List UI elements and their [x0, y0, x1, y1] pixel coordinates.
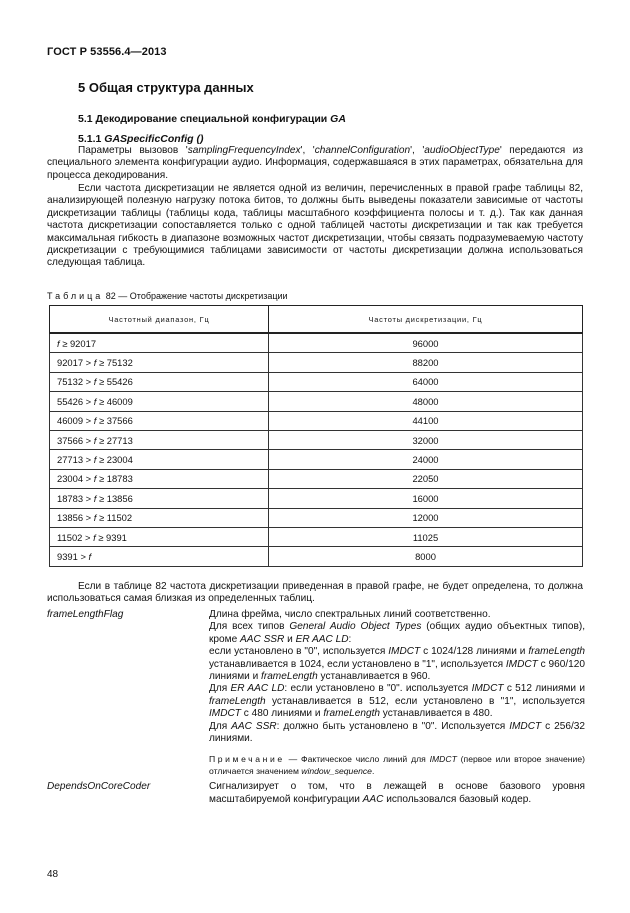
text-span: AAC SSR: [231, 720, 277, 732]
text-span: Для всех типов: [209, 621, 290, 633]
text-span: frameLength: [528, 646, 585, 658]
page-number: 48: [47, 869, 59, 880]
text-span: если установлено в "0", используется: [209, 646, 389, 658]
text-span: IMDCT: [209, 708, 241, 720]
text-span: и: [284, 633, 296, 645]
range-cell: 13856 > f ≥ 11502: [50, 508, 269, 527]
text-span: устанавливается в 960.: [317, 671, 431, 683]
text-span: : должно быть установлено в "0". Используется: [276, 720, 510, 732]
table-row: [50, 508, 583, 527]
text-span: IMDCT: [388, 646, 421, 658]
text-span: устанавливается в 512, если установлено в "1", используется: [265, 695, 585, 707]
note-label: Примечание: [209, 754, 285, 765]
table-row: [50, 547, 583, 566]
definition-line: [209, 781, 585, 806]
text-span: с 480 линиями и: [240, 708, 324, 720]
text-span: window_sequence: [301, 766, 372, 777]
range-cell: 23004 > f ≥ 18783: [50, 469, 269, 488]
frequency-mapping-table: [49, 305, 583, 567]
text-span: с 960/120 линиями и: [209, 658, 585, 683]
definition-term: DependsOnCoreCoder: [47, 781, 151, 793]
text-span: Сигнализирует о том, что в лежащей в основе базового уровня масштабируемой конфигурации: [209, 781, 585, 805]
text-span: AAC SSR: [240, 633, 285, 645]
definition-line: [209, 621, 585, 646]
range-cell: 27713 > f ≥ 23004: [50, 450, 269, 469]
text-span: (первое или второе значение) отличается значением: [209, 754, 585, 777]
text-span: с 1024/128 линиями и: [420, 646, 529, 658]
table-row: [50, 372, 583, 391]
range-cell: 11502 > f ≥ 9391: [50, 527, 269, 546]
table-caption-rest: 82 — Отображение частоты дискретизации: [103, 291, 288, 301]
frequency-cell: 96000: [269, 333, 583, 353]
text-span: ', ': [300, 145, 315, 156]
paragraph-sampling-frequency: Если частота дискретизации не является одной из величин, перечисленных в правой графе таблицы 82, анализирующей полезную нагрузку потока битов, то должны быть выведены показатели зависимые от частоты дискретизации таблицы (таблицы кода, таблицы масштабного коэффициента полосы и т. д.). Так как данная частота дискретизации сопоставляется только с одной таблицей частоты дискретизации и так как требуется максимальная гибкость в диапазоне возможных частот дискретизации, чтобы связать подразумеваемую частоту дискретизации с требующимися таблицами зависимости от частоты дискретизации должна использоваться следующая таблица.: [47, 183, 583, 269]
subsection-title: [78, 113, 346, 125]
subsubsection-num: 5.1.1: [78, 133, 105, 145]
range-cell: 75132 > f ≥ 55426: [50, 372, 269, 391]
range-cell: 18783 > f ≥ 13856: [50, 489, 269, 508]
definition-description: [209, 609, 585, 777]
text-span: (общих аудио объектных типов), кроме: [209, 621, 585, 645]
definition-description: [209, 781, 585, 806]
text-span: ', ': [410, 145, 425, 156]
frequency-cell: 12000: [269, 508, 583, 527]
definition-depends-on-core-coder: [47, 781, 585, 806]
text-span: frameLength: [209, 695, 266, 707]
note: [209, 753, 585, 777]
range-cell: 92017 > f ≥ 75132: [50, 353, 269, 372]
text-span: AAC: [362, 793, 384, 805]
frequency-cell: 16000: [269, 489, 583, 508]
range-cell: 9391 > f: [50, 547, 269, 566]
text-span: использовался базовый кодер.: [383, 793, 532, 805]
table-row: [50, 392, 583, 411]
definition-line: [209, 721, 585, 746]
table-header-row: [50, 306, 583, 334]
text-span: ER AAC LD: [295, 633, 349, 645]
table-row: [50, 527, 583, 546]
header-frequency-range: Частотный диапазон, Гц: [50, 306, 269, 334]
text-span: Параметры вызовов ': [78, 145, 188, 156]
table-row: [50, 411, 583, 430]
header-sampling-frequency: Частоты дискретизации, Гц: [269, 306, 583, 334]
subsubsection-title: [78, 133, 203, 145]
table-row: [50, 469, 583, 488]
range-cell: f ≥ 92017: [50, 333, 269, 353]
subsection-title-text: 5.1 Декодирование специальной конфигурации: [78, 113, 331, 125]
text-span: ' передаются из специального элемента конфигурации аудио. Информация, содержавшаяся в этих параметрах, обязательна для процесса декодирования.: [47, 145, 584, 181]
subsection-title-ga: GA: [330, 113, 346, 125]
text-span: General Audio Object Types: [289, 621, 422, 633]
table-row: [50, 353, 583, 372]
paragraph-parameters: [47, 145, 583, 182]
text-span: IMDCT: [429, 754, 457, 765]
text-span: с 512 линиями и: [503, 683, 585, 695]
frequency-cell: 32000: [269, 430, 583, 449]
text-span: Для: [209, 720, 232, 732]
definition-frame-length-flag: [47, 609, 585, 777]
definitions-list: [47, 609, 585, 810]
standard-header: ГОСТ Р 53556.4—2013: [47, 46, 167, 58]
frequency-cell: 64000: [269, 372, 583, 391]
text-span: с 256/32 линиями.: [209, 720, 585, 745]
text-span: ER AAC LD: [230, 683, 285, 695]
definition-line: Длина фрейма, число спектральных линий соответственно.: [209, 609, 491, 620]
text-span: : если установлено в "0". используется: [284, 683, 472, 695]
range-cell: 55426 > f ≥ 46009: [50, 392, 269, 411]
section-title: 5 Общая структура данных: [78, 80, 254, 95]
text-span: устанавливается в 1024, если установлено в "1", используется: [209, 658, 506, 670]
table-caption-word: Таблица: [47, 291, 104, 301]
text-span: — Фактическое число линий для: [284, 754, 430, 765]
text-span: :: [348, 633, 352, 645]
frequency-cell: 22050: [269, 469, 583, 488]
table-row: [50, 430, 583, 449]
frequency-cell: 11025: [269, 527, 583, 546]
text-span: IMDCT: [509, 720, 542, 732]
text-span: IMDCT: [505, 658, 538, 670]
text-span: Для: [209, 683, 231, 695]
frequency-cell: 8000: [269, 547, 583, 566]
text-span: frameLength: [323, 708, 380, 720]
text-span: .: [371, 766, 375, 777]
text-span: устанавливается в 480.: [380, 708, 493, 720]
param-channel-configuration: channelConfiguration: [314, 145, 411, 156]
definition-line: [209, 646, 585, 683]
frequency-cell: 88200: [269, 353, 583, 372]
definition-term: frameLengthFlag: [47, 609, 124, 620]
frequency-cell: 44100: [269, 411, 583, 430]
table-row: [50, 333, 583, 353]
range-cell: 37566 > f ≥ 27713: [50, 430, 269, 449]
param-audio-object-type: audioObjectType: [424, 145, 500, 156]
text-span: IMDCT: [471, 683, 504, 695]
text-span: frameLength: [261, 671, 318, 683]
table-caption: [47, 291, 288, 301]
paragraph-closest-table: Если в таблице 82 частота дискретизации приведенная в правой графе, не будет определена, то должна использоваться самая близкая из определенных таблиц.: [47, 581, 583, 605]
subsubsection-name: GASpecificConfig (): [104, 133, 204, 145]
table-row: [50, 489, 583, 508]
param-sampling-frequency-index: samplingFrequencyIndex: [187, 145, 301, 156]
frequency-cell: 48000: [269, 392, 583, 411]
definition-line: [209, 683, 585, 720]
table-row: [50, 450, 583, 469]
range-cell: 46009 > f ≥ 37566: [50, 411, 269, 430]
frequency-cell: 24000: [269, 450, 583, 469]
